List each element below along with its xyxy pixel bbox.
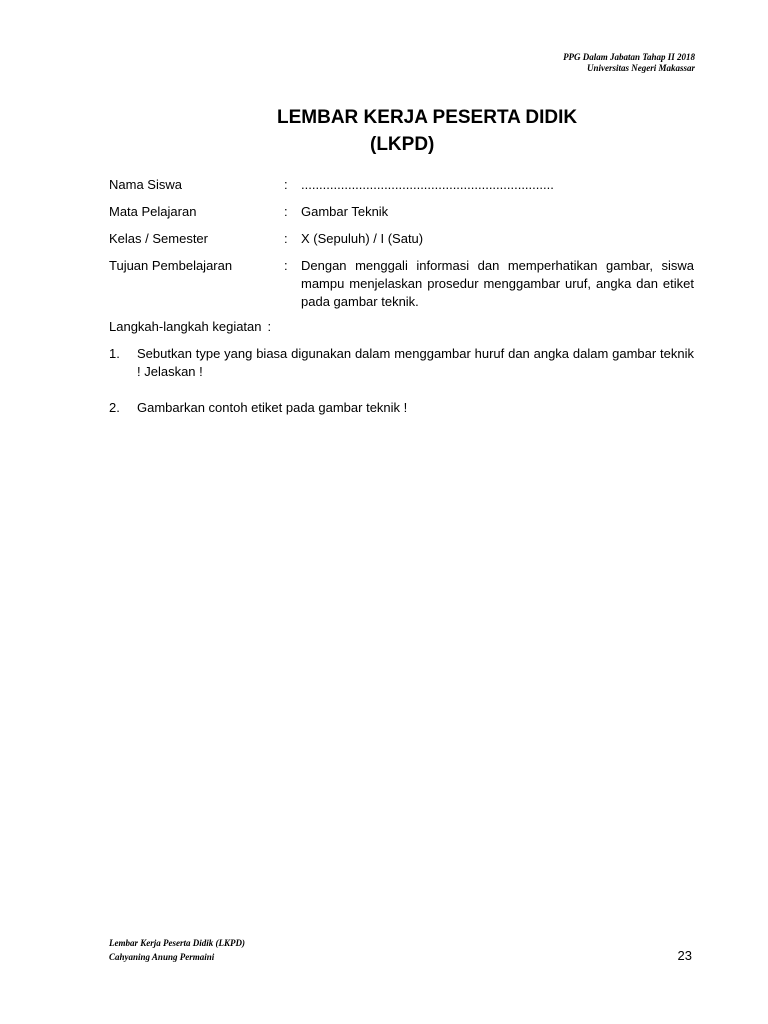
document-title (0, 104, 768, 158)
steps-colon: : (267, 319, 272, 334)
page-footer (109, 936, 245, 964)
info-colon: : (284, 177, 288, 192)
page-header (563, 52, 695, 74)
step-item (109, 399, 694, 417)
info-label: Tujuan Pembelajaran (109, 258, 233, 273)
header-program: PPG Dalam Jabatan Tahap II 2018 (563, 52, 695, 62)
info-row-mata-pelajaran (109, 203, 694, 221)
info-value: X (Sepuluh) / I (Satu) (301, 231, 424, 246)
steps-label: Langkah-langkah kegiatan (109, 319, 262, 334)
info-colon: : (284, 204, 288, 219)
info-value: Dengan menggali informasi dan memperhatikan gambar, siswa mampu menjelaskan prosedur menggambar uruf, angka dan etiket pada gambar teknik. (301, 258, 694, 309)
info-label: Mata Pelajaran (109, 204, 197, 219)
info-row-nama-siswa (109, 176, 694, 194)
step-text: Sebutkan type yang biasa digunakan dalam menggambar huruf dan angka dalam gambar teknik ! Jelaskan ! (137, 346, 694, 379)
title-line-1: LEMBAR KERJA PESERTA DIDIK (277, 107, 578, 128)
info-colon: : (284, 258, 288, 273)
step-number: 1. (109, 346, 120, 361)
header-university: Universitas Negeri Makassar (586, 63, 695, 73)
info-label: Nama Siswa (109, 177, 182, 192)
steps-heading (109, 318, 694, 336)
info-label: Kelas / Semester (109, 231, 208, 246)
info-value-name-blank: ...................................................................... (301, 177, 554, 192)
step-text: Gambarkan contoh etiket pada gambar teknik ! (137, 400, 408, 415)
step-item (109, 345, 694, 381)
footer-author: Cahyaning Anung Permaini (109, 952, 215, 962)
info-value: Gambar Teknik (301, 204, 389, 219)
info-row-tujuan-pembelajaran (109, 257, 694, 311)
student-info-section (109, 176, 694, 321)
step-number: 2. (109, 400, 120, 415)
title-line-2: (LKPD) (370, 134, 435, 155)
info-row-kelas-semester (109, 230, 694, 248)
info-colon: : (284, 231, 288, 246)
page-number: 23 (677, 948, 692, 963)
footer-document-name: Lembar Kerja Peserta Didik (LKPD) (109, 938, 245, 948)
activity-steps-section (109, 318, 694, 435)
